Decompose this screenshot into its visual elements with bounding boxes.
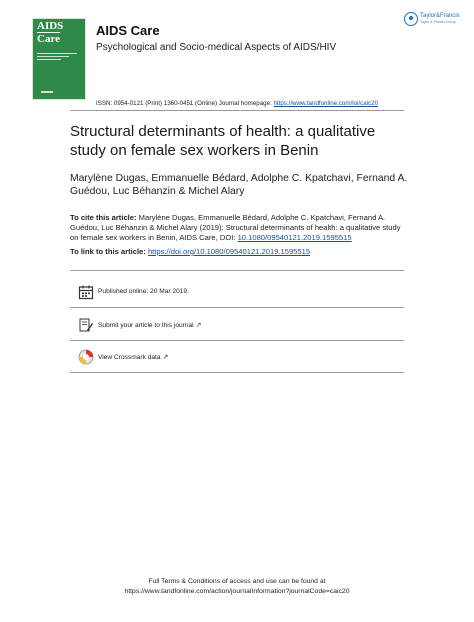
crossmark-row[interactable] xyxy=(70,346,404,370)
journal-name: AIDS Care xyxy=(96,23,160,38)
publisher-brand: Taylor&Francis xyxy=(420,13,460,19)
citation-label: To cite this article: xyxy=(70,213,137,222)
divider xyxy=(70,110,404,111)
calendar-icon xyxy=(78,284,94,300)
divider xyxy=(70,307,404,308)
article-title: Structural determinants of health: a qualitative study on female sex workers in Benin xyxy=(70,123,376,159)
publisher-logo-icon xyxy=(404,12,418,26)
submit-article-link[interactable] xyxy=(98,321,202,329)
pencil-document-icon xyxy=(78,317,94,333)
publisher-tagline: Taylor & Francis Group xyxy=(420,20,456,24)
submit-article-text: Submit your article to this journal xyxy=(98,322,194,329)
external-link-icon: ↗ xyxy=(195,322,202,329)
journal-subtitle: Psychological and Socio-medical Aspects of AIDS/HIV xyxy=(96,42,337,53)
issn-text: ISSN: 0954-0121 (Print) 1360-0451 (Online) Journal homepage: xyxy=(96,100,274,107)
crossmark-link[interactable] xyxy=(98,353,168,361)
publisher-logo xyxy=(404,12,464,34)
cover-decoration xyxy=(37,53,77,62)
submit-article-row[interactable] xyxy=(70,314,404,338)
divider xyxy=(70,340,404,341)
citation-text: Marylène Dugas, Emmanuelle Bédard, Adolphe C. Kpatchavi, Fernand A. Guédou, Luc Béhanzin & Michel Alary (2019): Structural determinants of health: a qualitative study on female sex workers in Benin, AIDS Care, DOI: xyxy=(70,213,401,243)
published-online-row xyxy=(70,281,404,305)
cover-title-line1: AIDS xyxy=(37,20,64,32)
divider xyxy=(70,372,404,373)
cover-title-line2: Care xyxy=(37,33,61,45)
footer-terms-text: Full Terms & Conditions of access and use can be found at xyxy=(148,578,326,585)
published-online-text: Published online: 20 Mar 2019. xyxy=(98,288,189,295)
issn-line xyxy=(96,100,378,107)
external-link-icon: ↗ xyxy=(162,354,169,361)
citation-doi-link[interactable]: 10.1080/09540121.2019.1595515 xyxy=(237,233,352,243)
journal-cover-image xyxy=(32,18,86,100)
article-authors: Marylène Dugas, Emmanuelle Bédard, Adolphe C. Kpatchavi, Fernand A. Guédou, Luc Béhanzin & Michel Alary xyxy=(70,173,408,197)
cover-mark xyxy=(41,91,53,93)
terms-footer xyxy=(90,577,384,597)
crossmark-icon xyxy=(78,349,94,365)
link-to-article xyxy=(70,247,410,256)
crossmark-text: View Crossmark data xyxy=(98,354,161,361)
journal-homepage-link[interactable]: https://www.tandfonline.com/loi/caic20 xyxy=(273,100,379,107)
link-to-label: To link to this article: xyxy=(70,247,146,256)
article-doi-url-link[interactable]: https://doi.org/10.1080/09540121.2019.1595515 xyxy=(147,247,311,256)
divider xyxy=(70,270,404,271)
cover-title xyxy=(37,21,63,44)
footer-terms-url[interactable]: https://www.tandfonline.com/action/journalInformation?journalCode=caic20 xyxy=(124,588,350,595)
citation-block xyxy=(70,213,410,244)
